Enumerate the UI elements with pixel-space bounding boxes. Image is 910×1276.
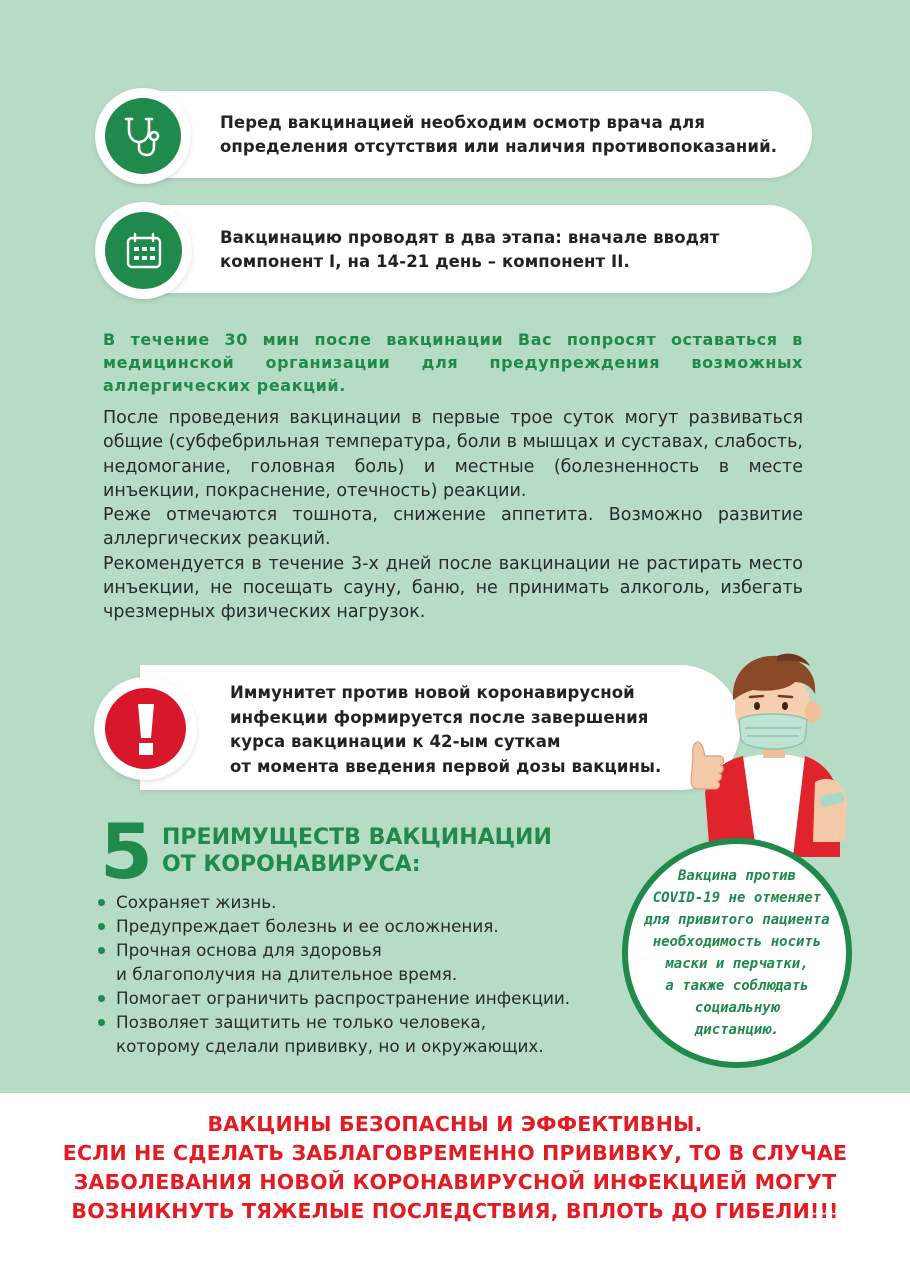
calendar-icon <box>122 229 166 273</box>
benefits-list <box>96 890 570 1058</box>
stethoscope-icon <box>120 113 166 159</box>
bottom-warning <box>0 1110 910 1226</box>
mask-reminder-badge <box>622 838 852 1068</box>
body-paragraph: Реже отмечаются тошнота, снижение аппетита. Возможно развитие аллергических реакций. <box>103 505 803 550</box>
info-card-stages-text: Вакцинацию проводят в два этапа: вначале вводят компонент I, на 14-21 день – компонент II. <box>220 228 720 271</box>
warning-line: ВАКЦИНЫ БЕЗОПАСНЫ И ЭФФЕКТИВНЫ. <box>207 1112 703 1136</box>
masked-person-illustration <box>665 642 910 857</box>
warning-line: ВОЗНИКНУТЬ ТЯЖЕЛЫЕ ПОСЛЕДСТВИЯ, ВПЛОТЬ ДО ГИБЕЛИ!!! <box>71 1199 839 1223</box>
benefits-number: 5 <box>100 807 153 896</box>
benefit-item: Позволяет защитить не только человека, которому сделали прививку, но и окружающих. <box>96 1010 570 1058</box>
benefits-title: ПРЕИМУЩЕСТВ ВАКЦИНАЦИИ ОТ КОРОНАВИРУСА: <box>162 825 552 877</box>
warning-icon-circle <box>94 677 197 780</box>
body-paragraph: После проведения вакцинации в первые трое суток могут развиваться общие (субфебрильная температура, боли в мышцах и суставах, слабость, недомогание, головная боль) и местные (болезненность в месте инъекции, покраснение, отечность) реакции. <box>103 408 803 501</box>
side-effects-text <box>103 406 803 625</box>
warning-line: ЕСЛИ НЕ СДЕЛАТЬ ЗАБЛАГОВРЕМЕННО ПРИВИВКУ, ТО В СЛУЧАЕ <box>62 1141 848 1165</box>
card-icon-circle <box>95 202 192 299</box>
benefit-item: Предупреждает болезнь и ее осложнения. <box>96 914 570 938</box>
body-paragraph: Рекомендуется в течение 3-х дней после вакцинации не растирать место инъекции, не посещать сауну, баню, не принимать алкоголь, избегать чрезмерных физических нагрузок. <box>103 553 803 623</box>
immunity-card-text: Иммунитет против новой коронавирусной инфекции формируется после завершения курса вакцинации к 42-ым суткам от момента введения первой дозы вакцины. <box>230 683 662 776</box>
exclamation-icon <box>136 702 156 756</box>
card-icon-circle <box>95 88 191 184</box>
observation-note: В течение 30 мин после вакцинации Вас попросят оставаться в медицинской организации для предупреждения возможных аллергических реакций. <box>103 330 803 395</box>
info-card-doctor-text: Перед вакцинацией необходим осмотр врача для определения отсутствия или наличия противопоказаний. <box>220 113 778 156</box>
benefit-item: Прочная основа для здоровья и благополучия на длительное время. <box>96 938 570 986</box>
warning-line: ЗАБОЛЕВАНИЯ НОВОЙ КОРОНАВИРУСНОЙ ИНФЕКЦИЕЙ МОГУТ <box>73 1170 837 1194</box>
mask-reminder-text: Вакцина против COVID-19 не отменяет для привитого пациента необходимость носить маски и перчатки, а также соблюдать социальную дистанцию. <box>644 868 830 1038</box>
benefit-item: Сохраняет жизнь. <box>96 890 570 914</box>
benefit-item: Помогает ограничить распространение инфекции. <box>96 986 570 1010</box>
